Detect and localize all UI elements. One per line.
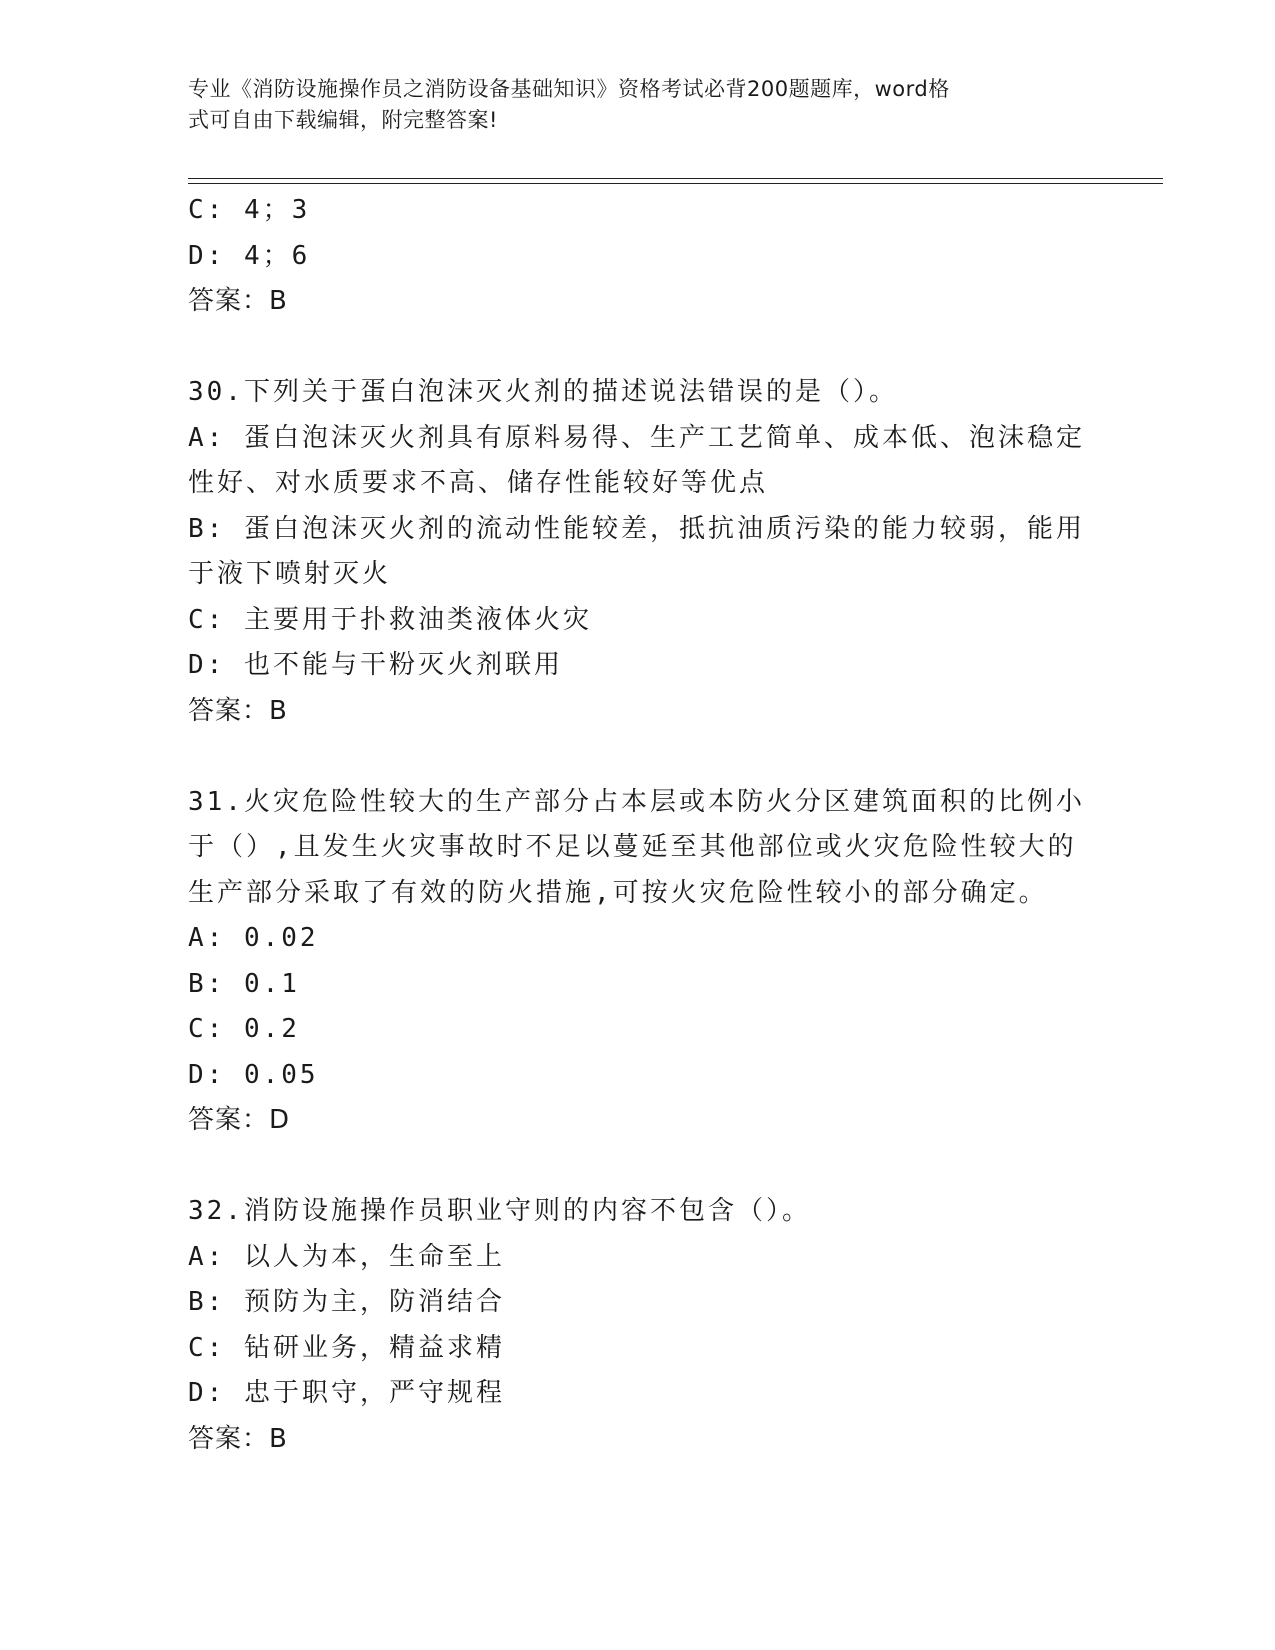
question-stem: 31.火灾危险性较大的生产部分占本层或本防火分区建筑面积的比例小 bbox=[188, 786, 1085, 817]
prev-question bbox=[188, 188, 1088, 325]
spacer bbox=[188, 1144, 1088, 1190]
header-line-2: 式可自由下载编辑，附完整答案! bbox=[188, 108, 498, 132]
header-divider-top bbox=[188, 178, 1163, 179]
option-c: C: 钻研业务，精益求精 bbox=[188, 1332, 505, 1363]
question-stem-continued: 于（）,且发生火灾事故时不足以蔓延至其他部位或火灾危险性较大的 bbox=[188, 832, 1077, 862]
option-a-continued: 性好、对水质要求不高、储存性能较好等优点 bbox=[188, 468, 769, 498]
answer-line: 答案：D bbox=[188, 1105, 291, 1135]
option-d: D: 也不能与干粉灭火剂联用 bbox=[188, 650, 563, 680]
document-header bbox=[188, 74, 1068, 136]
question-stem: 30.下列关于蛋白泡沫灭火剂的描述说法错误的是（）。 bbox=[188, 377, 898, 407]
option-b: B: 预防为主，防消结合 bbox=[188, 1287, 505, 1317]
option-d: D: 4；6 bbox=[188, 240, 311, 271]
option-a: A: 蛋白泡沫灭火剂具有原料易得、生产工艺简单、成本低、泡沫稳定 bbox=[188, 422, 1085, 453]
question-30 bbox=[188, 370, 1088, 734]
question-32 bbox=[188, 1189, 1088, 1462]
question-31 bbox=[188, 780, 1088, 1144]
option-c: C: 主要用于扑救油类液体火灾 bbox=[188, 604, 592, 635]
answer-line: 答案：B bbox=[188, 1423, 288, 1454]
option-a: A: 以人为本，生命至上 bbox=[188, 1241, 505, 1272]
spacer bbox=[188, 325, 1088, 371]
option-d: D: 0.05 bbox=[188, 1059, 319, 1090]
header-divider-bottom bbox=[188, 183, 1163, 184]
option-b: B: 0.1 bbox=[188, 968, 300, 999]
answer-line: 答案：B bbox=[188, 695, 288, 726]
header-line-1: 专业《消防设施操作员之消防设备基础知识》资格考试必背200题题库，word格 bbox=[188, 77, 950, 101]
option-c: C: 4；3 bbox=[188, 195, 311, 225]
question-list bbox=[188, 188, 1088, 1462]
question-stem-continued: 生产部分采取了有效的防火措施,可按火灾危险性较小的部分确定。 bbox=[188, 877, 1048, 908]
option-b-continued: 于液下喷射灭火 bbox=[188, 559, 392, 589]
question-stem: 32.消防设施操作员职业守则的内容不包含（）。 bbox=[188, 1196, 811, 1226]
answer-line: 答案：B bbox=[188, 286, 288, 316]
option-b: B: 蛋白泡沫灭火剂的流动性能较差，抵抗油质污染的能力较弱，能用 bbox=[188, 513, 1085, 544]
option-a: A: 0.02 bbox=[188, 923, 319, 953]
option-d: D: 忠于职守，严守规程 bbox=[188, 1378, 505, 1408]
spacer bbox=[188, 734, 1088, 780]
option-c: C: 0.2 bbox=[188, 1014, 300, 1044]
